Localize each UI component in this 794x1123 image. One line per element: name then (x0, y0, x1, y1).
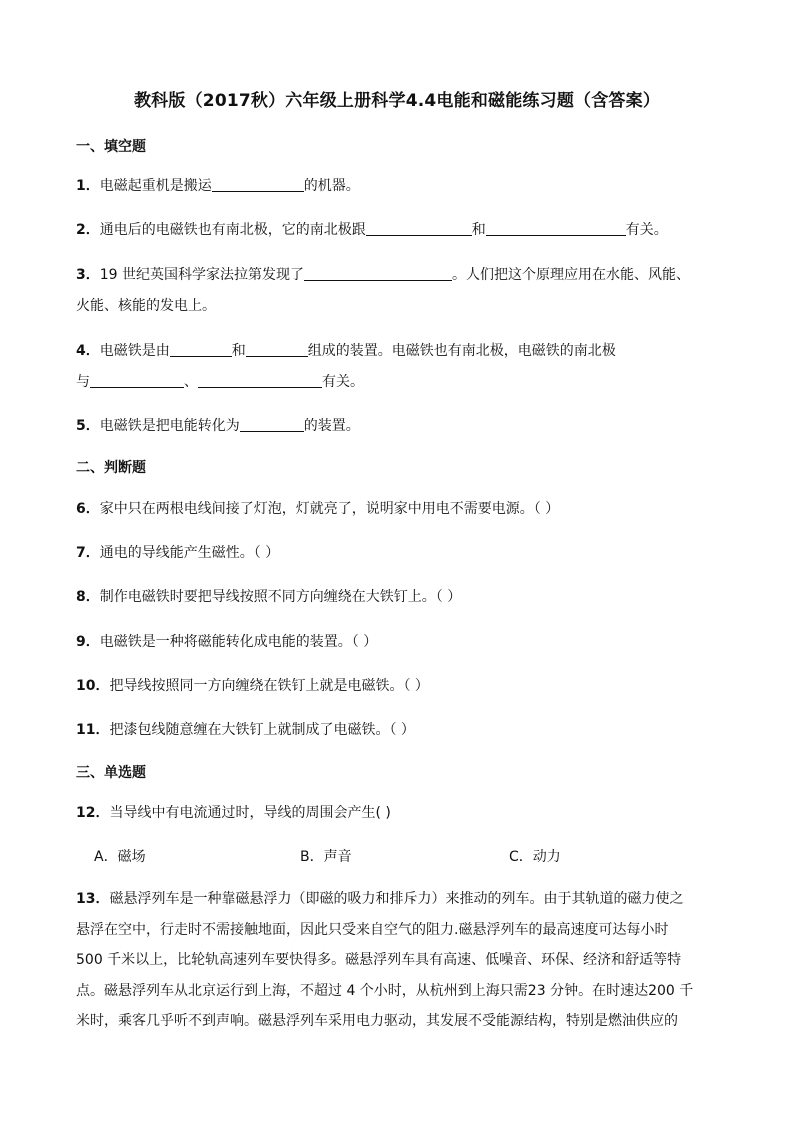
answer-blank[interactable] (198, 373, 322, 388)
answer-blank[interactable] (212, 177, 304, 192)
question-8 (76, 586, 461, 606)
question-10 (76, 675, 429, 695)
question-text: 把导线按照同一方向缠绕在铁钉上就是电磁铁。（ ） (109, 678, 429, 694)
question-11 (76, 719, 415, 739)
answer-blank[interactable] (304, 266, 452, 281)
question-4-line-2 (76, 371, 364, 391)
question-2 (76, 219, 668, 239)
question-6 (76, 498, 559, 518)
question-text: 有关。 (322, 374, 364, 390)
question-number: 2． (76, 222, 100, 238)
option-b[interactable]: B．声音 (300, 849, 352, 865)
question-text: 电磁铁是一种将磁能转化成电能的装置。（ ） (99, 634, 378, 650)
question-4 (76, 340, 616, 360)
question-number: 3． (76, 267, 100, 283)
question-text: 的装置。 (303, 418, 360, 434)
question-number: 12． (76, 805, 110, 821)
question-text: 。人们把这个原理应用在水能、风能、 (452, 267, 691, 283)
paragraph-text: 磁悬浮列车是一种靠磁悬浮力（即磁的吸力和排斥力）来推动的列车。由于其轨道的磁力使之 (109, 891, 684, 907)
question-number: 6． (76, 501, 100, 517)
answer-blank[interactable] (90, 373, 184, 388)
question-number: 10． (76, 678, 110, 694)
paragraph-line: 米时，乘客几乎听不到声响。磁悬浮列车采用电力驱动，其发展不受能源结构，特别是燃油供应的 (76, 1013, 678, 1030)
question-text: 家中只在两根电线间接了灯泡，灯就亮了，说明家中用电不需要电源。（ ） (99, 501, 560, 517)
answer-blank[interactable] (366, 221, 472, 236)
paragraph-line: 悬浮在空中，行走时不需接触地面，因此只受来自空气的阻力.磁悬浮列车的最高速度可达每小时 (76, 921, 669, 938)
answer-blank[interactable] (486, 221, 626, 236)
question-text: 和 (471, 222, 486, 238)
question-3-line-2: 火能、核能的发电上。 (76, 298, 216, 314)
question-text: 组成的装置。电磁铁也有南北极，电磁铁的南北极 (307, 343, 616, 359)
question-text: 与 (76, 374, 90, 390)
question-text: 制作电磁铁时要把导线按照不同方向缠绕在大铁钉上。（ ） (99, 589, 462, 605)
question-number: 5． (76, 418, 100, 434)
question-12 (76, 802, 391, 822)
question-text: 电磁铁是把电能转化为 (99, 418, 240, 434)
section-heading-true-false: 二、判断题 (76, 460, 146, 476)
question-text: 电磁起重机是搬运 (99, 178, 212, 194)
option-a[interactable]: A．磁场 (94, 849, 146, 865)
question-number: 13． (76, 891, 110, 907)
question-number: 9． (76, 634, 100, 650)
question-number: 7． (76, 545, 100, 561)
question-text: 19 世纪英国科学家法拉第发现了 (99, 267, 305, 283)
paragraph-line: 500 千米以上，比轮轨高速列车要快得多。磁悬浮列车具有高速、低噪音、环保、经济和舒适等特 (76, 952, 682, 969)
paragraph-line: 点。磁悬浮列车从北京运行到上海，不超过 4 个小时，从杭州到上海只需23 分钟。在时速达200 千 (76, 982, 694, 999)
question-5 (76, 415, 360, 435)
question-9 (76, 631, 377, 651)
question-text: 通电后的电磁铁也有南北极，它的南北极跟 (99, 222, 366, 238)
paragraph-line (76, 884, 718, 915)
question-text: 、 (184, 374, 198, 390)
question-text: 当导线中有电流通过时，导线的周围会产生( ) (109, 805, 391, 821)
question-text: 的机器。 (303, 178, 360, 194)
question-3 (76, 264, 690, 284)
question-1 (76, 175, 360, 195)
question-text: 和 (231, 343, 246, 359)
page-title: 教科版（2017秋）六年级上册科学4.4电能和磁能练习题（含答案） (133, 91, 661, 111)
question-number: 8． (76, 589, 100, 605)
question-text: 把漆包线随意缠在大铁钉上就制成了电磁铁。（ ） (109, 722, 415, 738)
answer-blank[interactable] (170, 342, 232, 357)
question-7 (76, 542, 279, 562)
question-text: 有关。 (625, 222, 668, 238)
question-number: 4． (76, 343, 100, 359)
question-13 (76, 884, 718, 1037)
answer-blank[interactable] (246, 342, 308, 357)
question-number: 1． (76, 178, 100, 194)
question-text: 电磁铁是由 (99, 343, 170, 359)
section-heading-fill-blank: 一、填空题 (76, 139, 146, 155)
section-heading-single-choice: 三、单选题 (76, 765, 146, 781)
answer-blank[interactable] (240, 417, 304, 432)
question-text: 通电的导线能产生磁性。（ ） (99, 545, 280, 561)
question-number: 11． (76, 722, 110, 738)
option-c[interactable]: C．动力 (509, 849, 561, 865)
